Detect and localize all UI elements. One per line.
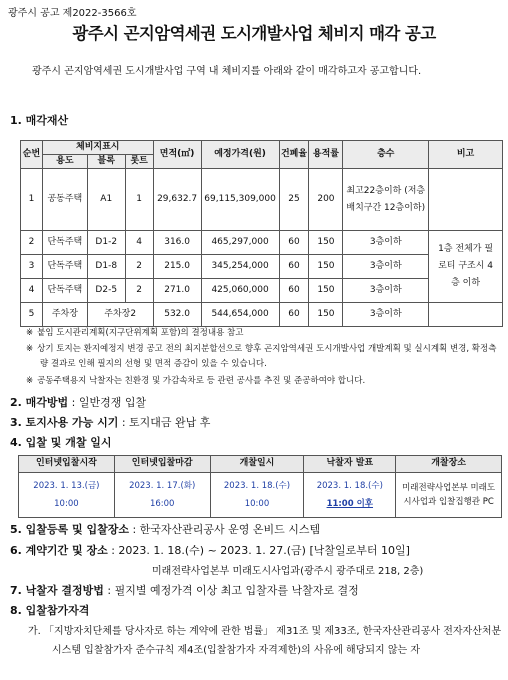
section-6-place: 미래전략사업본부 미래도시사업과(광주시 광주대로 218, 2층)	[152, 566, 424, 577]
col-floors: 층수	[343, 141, 429, 169]
intro-text: 광주시 곤지암역세권 도시개발사업 구역 내 체비지를 아래와 같이 매각하고자 공고합니다.	[32, 66, 422, 77]
section-3: 3. 토지사용 가능 시기 : 토지대금 완납 후	[10, 416, 211, 429]
section-7: 7. 낙찰자 결정방법 : 필지별 예정가격 이상 최고 입찰자를 낙찰자로 결정	[10, 584, 359, 597]
table-row: 2023. 1. 13.(금) 10:00 2023. 1. 17.(화) 16:00 2023. 1. 18.(수) 10:00 2023. 1. 18.(수) 11:00 이후 미래전략사업본부 미래도시사업과 입찰집행관 PC	[19, 473, 502, 518]
col-remark: 비고	[429, 141, 503, 169]
col-far: 용적률	[309, 141, 343, 169]
col-winner: 낙찰자 발표	[304, 456, 396, 473]
col-price: 예정가격(원)	[201, 141, 279, 169]
page-title: 광주시 곤지암역세권 도시개발사업 체비지 매각 공고	[72, 24, 436, 43]
property-table	[20, 140, 503, 327]
note-3: ※ 공동주택용지 낙찰자는 친환경 및 가감속차로 등 관련 공사를 추진 및 준공하여야 합니다.	[26, 376, 366, 386]
notice-number: 광주시 공고 제2022-3566호	[8, 8, 137, 19]
table-row: 3 단독주택 D1-8 2 215.0 345,254,000 60 150 3층이하	[21, 255, 503, 279]
note-1: ※ 붙임 도시관리계획(지구단위계획 포함)의 결정내용 참고	[26, 328, 244, 338]
section-6: 6. 계약기간 및 장소 : 2023. 1. 18.(수) ~ 2023. 1. 27.(금) [낙찰일로부터 10일]	[10, 544, 410, 557]
col-bcr: 건폐율	[279, 141, 309, 169]
col-group: 체비지표시	[42, 141, 153, 155]
col-bid-start: 인터넷입찰시작	[19, 456, 115, 473]
bid-schedule-table	[18, 455, 502, 518]
section-8-title: 8. 입찰참가자격	[10, 604, 90, 617]
section-8a: 가. 「지방자치단체를 당사자로 하는 계약에 관한 법률」 제31조 및 제33조, 한국자산관리공사 전자자산처분시스템 입찰참가자 준수규칙 제4조(입찰참가자 자격제한)의 사유에 해당되지 않는 자	[28, 626, 502, 656]
col-bid-end: 인터넷입찰마감	[114, 456, 210, 473]
table-row: 4 단독주택 D2-5 2 271.0 425,060,000 60 150 3층이하	[21, 279, 503, 303]
table-row: 1 공동주택 A1 1 29,632.7 69,115,309,000 25 200 최고22층이하 (저층배치구간 12층이하)	[21, 169, 503, 231]
col-area: 면적(㎡)	[153, 141, 201, 169]
note-2: ※ 상기 토지는 환지예정지 변경 공고 전의 최지분할선으로 향후 곤지암역세권 도시개발사업 개발계획 및 실시계획 변경, 확정측량 결과로 인해 필지의 선형 및 면적 증감이 있을 수 있습니다.	[26, 344, 497, 369]
col-parcel: 롯트	[125, 155, 153, 169]
table-row: 5 주차장 주차장2 532.0 544,654,000 60 150 3층이하	[21, 303, 503, 327]
col-lot: 블록	[87, 155, 125, 169]
section-1-title: 1. 매각재산	[10, 114, 69, 127]
col-place: 개찰장소	[396, 456, 502, 473]
remark-merged: 1층 전체가 필로티 구조시 4층 이하	[429, 231, 503, 303]
section-2: 2. 매각방법 : 일반경쟁 입찰	[10, 396, 147, 409]
col-opening: 개찰일시	[210, 456, 304, 473]
section-4-title: 4. 입찰 및 개찰 일시	[10, 436, 112, 449]
section-5: 5. 입찰등록 및 입찰장소 : 한국자산관리공사 운영 온비드 시스템	[10, 523, 321, 536]
col-no: 순번	[21, 141, 43, 169]
col-use: 용도	[42, 155, 87, 169]
table-row: 2 단독주택 D1-2 4 316.0 465,297,000 60 150 3층이하 1층 전체가 필로티 구조시 4층 이하	[21, 231, 503, 255]
